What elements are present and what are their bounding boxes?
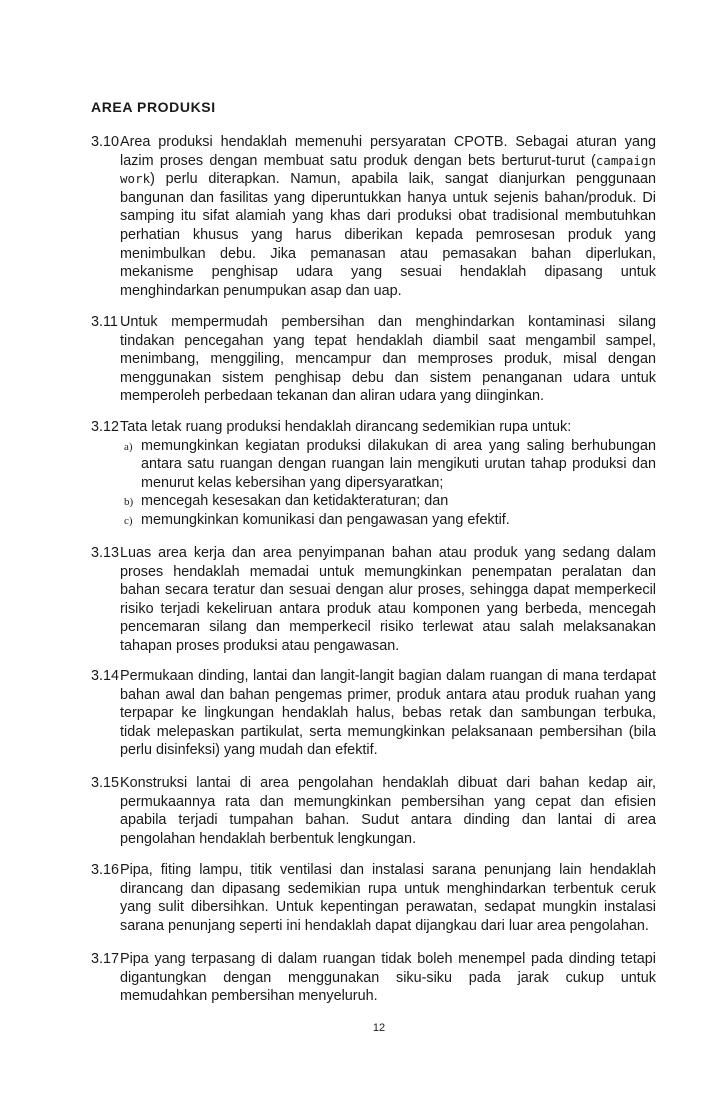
clause-text: Tata letak ruang produksi hendaklah dirancang sedemikian rupa untuk: xyxy=(120,419,572,435)
clause-3-15 xyxy=(91,774,656,848)
list-item-text: memungkinkan kegiatan produksi dilakukan di area yang saling berhubungan antara satu ruangan dengan ruangan lain mengikuti urutan tahap produksi dan menurut kelas kebersihan yang dipersyaratkan; xyxy=(141,437,656,491)
campaign-work-term: campaign work xyxy=(120,152,656,187)
clause-3-11 xyxy=(91,313,656,406)
list-marker: a) xyxy=(124,440,133,453)
clause-text: Untuk mempermudah pembersihan dan menghindarkan kontaminasi silang tindakan pencegahan yang tepat hendaklah diambil saat mengambil sampel, menimbang, menggiling, mencampur dan memproses produk, misal dengan menggunakan sistem penghisap debu dan sistem penanganan udara untuk memperoleh perbedaan tekanan dan aliran udara yang diinginkan. xyxy=(120,314,656,405)
clause-3-17 xyxy=(91,950,656,1006)
list-item xyxy=(124,492,656,511)
clause-3-12 xyxy=(91,418,656,530)
clause-3-13 xyxy=(91,544,656,656)
clause-number: 3.10 xyxy=(91,134,120,150)
clause-number: 3.15 xyxy=(91,775,120,791)
clause-text xyxy=(120,133,656,300)
clause-3-14 xyxy=(91,667,656,760)
list-marker: b) xyxy=(124,496,134,509)
clause-text: Permukaan dinding, lantai dan langit-langit bagian dalam ruangan di mana terdapat bahan awal dan bahan pengemas primer, produk antara atau produk ruahan yang terpapar ke lingkungan hendaklah halus, bebas retak dan sambungan terbuka, tidak melepaskan partikulat, serta memungkinkan pelaksanaan pembersihan (bila perlu disinfeksi) yang mudah dan efektif. xyxy=(120,668,656,759)
list-marker: c) xyxy=(124,514,133,527)
clause-list xyxy=(124,437,656,530)
clause-text: Konstruksi lantai di area pengolahan hendaklah dibuat dari bahan kedap air, permukaannya rata dan memungkinkan pembersihan yang cepat dan efisien apabila terjadi tumpahan bahan. Sudut antara dinding dan lantai di area pengolahan hendaklah berbentuk lengkungan. xyxy=(120,775,656,847)
list-item-text: mencegah kesesakan dan ketidakteraturan; dan xyxy=(141,493,449,510)
clause-text-part: ) perlu diterapkan. Namun, apabila laik, sangat dianjurkan penggunaan bangunan dan fasilitas yang diperuntukkan hanya untuk sejenis bahan/produk. Di samping itu sifat alamiah yang khas dari produksi obat tradisional membutuhkan perhatian khusus yang harus diberikan kepada pemrosesan produk yang menimbulkan debu. Jika pemanasan atau pemasakan bahan diperlukan, mekanisme penghisap udara yang sesuai hendaklah dipasang untuk menghindarkan penumpukan asap dan uap. xyxy=(120,171,656,299)
list-item xyxy=(124,437,656,493)
list-item xyxy=(124,511,656,530)
clause-text: Luas area kerja dan area penyimpanan bahan atau produk yang sedang dalam proses hendaklah memadai untuk memungkinkan penempatan peralatan dan bahan secara teratur dan sesuai dengan alur proses, sehingga dapat memperkecil risiko terjadi kekeliruan antara produk atau komponen yang berbeda, mencegah pencemaran silang dan memperkecil risiko terlewat atau salah melaksanakan tahapan proses produksi atau pengawasan. xyxy=(120,545,656,654)
section-heading: AREA PRODUKSI xyxy=(91,99,216,115)
list-item-text: memungkinkan komunikasi dan pengawasan yang efektif. xyxy=(141,511,510,528)
clause-text: Pipa, fiting lampu, titik ventilasi dan instalasi sarana penunjang lain hendaklah dirancang dan dipasang sedemikian rupa untuk menghindarkan terbentuk ceruk yang sulit dibersihkan. Untuk kepentingan perawatan, sedapat mungkin instalasi sarana penunjang seperti ini hendaklah dapat dijangkau dari luar area pengolahan. xyxy=(120,862,656,934)
clause-number: 3.14 xyxy=(91,668,120,684)
clause-number: 3.17 xyxy=(91,951,120,967)
page-number: 12 xyxy=(372,1022,386,1034)
clause-number: 3.11 xyxy=(91,314,118,330)
clause-text-part: Area produksi hendaklah memenuhi persyaratan CPOTB. Sebagai aturan yang lazim proses dengan membuat satu produk dengan bets berturut-turut ( xyxy=(120,134,656,169)
clause-text: Pipa yang terpasang di dalam ruangan tidak boleh menempel pada dinding tetapi digantungkan dengan menggunakan siku-siku pada jarak cukup untuk memudahkan pembersihan menyeluruh. xyxy=(120,951,656,1005)
clause-3-10 xyxy=(91,133,656,300)
clause-3-16 xyxy=(91,861,656,935)
clause-number: 3.12 xyxy=(91,419,120,435)
clause-number: 3.16 xyxy=(91,862,120,878)
clause-number: 3.13 xyxy=(91,545,120,561)
